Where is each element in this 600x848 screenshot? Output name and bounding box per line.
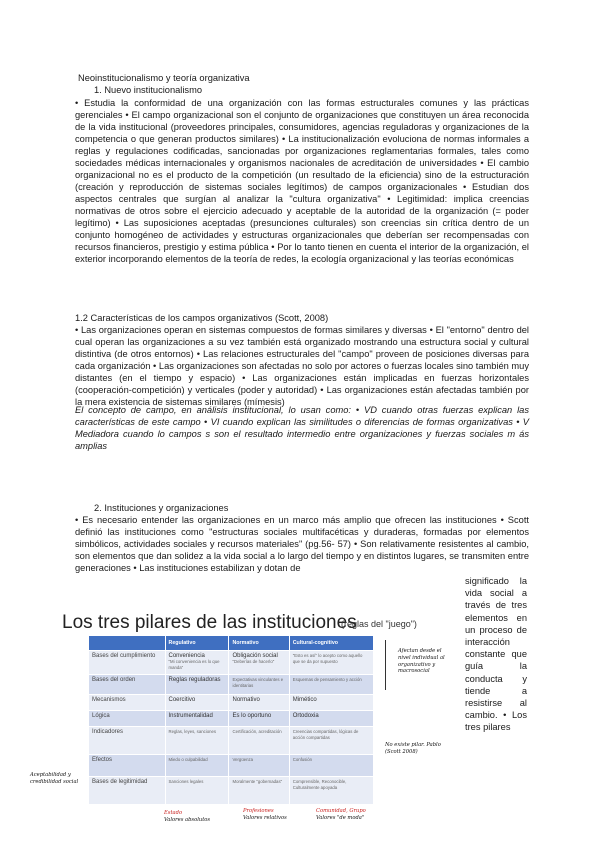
handwritten-note-pilar: No existe pilar. Pablo (Scott 2008)	[385, 742, 441, 755]
row-label: Mecanismos	[89, 694, 165, 710]
table-cell	[229, 710, 289, 726]
heading-caracteristicas: 1.2 Características de los campos organizativos (Scott, 2008)	[75, 313, 329, 323]
table-cell	[165, 776, 229, 804]
cell-text: Normativo	[232, 696, 260, 703]
cell-text: Creencias compartidas, lógicas de acción compartidas	[292, 728, 359, 741]
table-cell	[289, 650, 373, 674]
table-cell	[165, 754, 229, 776]
cell-text: Sanciones legales	[168, 778, 204, 784]
cell-text: Moralmente "gobernadas"	[232, 778, 283, 784]
footnote-label: Profesiones	[243, 808, 274, 814]
section-title: Neoinstitucionalismo y teoría organizativa	[78, 73, 250, 83]
cell-text: Coercitivo	[168, 696, 196, 703]
handwritten-bracket	[385, 640, 395, 690]
cell-text: Mimético	[292, 696, 317, 703]
table-header-cell: Cultural-cognitivo	[289, 636, 373, 650]
footnote-text: Valores absolutos	[164, 816, 211, 823]
table-cell	[165, 726, 229, 754]
cell-text: Expectativas vinculantes e identitarias	[232, 676, 284, 689]
paragraph-side: significado la vida social a través de tres elementos en un proceso de interacción constante que guía la conducta y tiende a resistirse al cambio. • Los tres pilares	[465, 576, 527, 733]
pillars-table	[89, 636, 374, 804]
paragraph-1: • Estudia la conformidad de una organización con las formas estructurales comunes y las prácticas gerenciales • El campo organizacional son el conjunto de organizaciones que constituyen un área reconocida de la vida institucional (proveedores principales, consumidores, agencias reguladoras y organizaciones de la competencia o que generan productos similares) • La institucionalización evoluciona de normas informales a reglas y regulaciones codificadas, sancionadas por organizaciones reglamentarias formales, tales como sociedades médicas internacionales y organismos nacionales de acreditación de universidades • El cambio organizacional no es el producto de la competición (un resultado de la eficiencia) sino de la estructuración (creación y reproducción de sistemas sociales legítimos) de campos organizacionales • Estudian dos aspectos centrales que surgían al analizar la "cultura organizativa" • Legitimidad: implica creencias normativas de otros sobre el ejercicio adecuado y aceptable de la autoridad de la organización (= poder legítimo) • Las suposiciones aceptadas (presunciones culturales) son creencias sin crítica dentro de un conjunto homogéneo de actividades y estructuras organizacionales que deberían ser recompensadas con recursos financieros, prestigio y estima pública • Por lo tanto tienen en cuenta el interior de la organización, el exterior incorporando elementos de la teoría de redes, la ecología organizacional y las teorías económicas	[75, 98, 529, 264]
row-label: Bases del cumplimiento	[89, 650, 165, 674]
handwritten-footnote-estado	[164, 810, 219, 824]
table-header-cell	[89, 636, 165, 650]
table-cell	[289, 726, 373, 754]
cell-text: Vergüenza	[232, 756, 254, 762]
handwritten-footnote-profesiones	[243, 808, 298, 822]
slide-subtitle: (reglas del "juego")	[341, 619, 417, 629]
table-row	[89, 694, 374, 710]
table-cell	[289, 674, 373, 694]
table-cell	[165, 674, 229, 694]
cell-text: Miedo o culpabilidad	[168, 756, 208, 762]
row-label: Bases de legitimidad	[89, 776, 165, 804]
handwritten-note-right: Afectan desde el nivel individual al organizativo y macrosocial	[398, 648, 445, 675]
table-cell	[289, 776, 373, 804]
cell-text: Confusión	[292, 756, 313, 762]
table-cell	[289, 710, 373, 726]
table-cell	[229, 754, 289, 776]
row-label: Bases del orden	[89, 674, 165, 694]
cell-text: Certificación, acreditación	[232, 728, 282, 734]
cell-subtext: "Mi conveniencia es lo que manda"	[168, 658, 220, 671]
table-row	[89, 776, 374, 804]
cell-subtext: "Esto es así" lo acepto como aquello que se da por supuesto	[292, 652, 363, 664]
table-header-cell: Regulativo	[165, 636, 229, 650]
table-cell	[165, 650, 229, 674]
table-cell	[229, 776, 289, 804]
row-label: Efectos	[89, 754, 165, 776]
cell-text: Reglas, leyes, sanciones	[168, 728, 217, 734]
row-label: Indicadores	[89, 726, 165, 754]
footnote-text: Valores relativos	[243, 814, 287, 821]
table-row	[89, 710, 374, 726]
table-row	[89, 650, 374, 674]
paragraph-3: • Es necesario entender las organizaciones en un marco más amplio que ofrecen las instituciones • Scott definió las instituciones como "estructuras sociales multifacéticas y duraderas, formadas por elementos simbólicos, actividades sociales y recursos materiales" (pg.56- 57) • Son relativamente resistentes al cambio, son elementos que dan solidez a la vida social a lo largo del tiempo y en distintos lugares, se transmiten entre generaciones • Las instituciones estabilizan y dotan de	[75, 515, 529, 573]
heading-instituciones: 2. Instituciones y organizaciones	[94, 503, 229, 513]
cell-text: Esquemas de pensamiento y acción	[292, 676, 362, 682]
cell-text: Comprensible, Reconocible, Culturalmente apoyada	[292, 778, 347, 791]
table-cell	[229, 726, 289, 754]
table-cell	[229, 694, 289, 710]
heading-nuevo-institucionalismo: 1. Nuevo institucionalismo	[94, 85, 202, 95]
handwritten-note-left: Aceptabilidad y credibilidad social	[30, 772, 79, 785]
paragraph-2: • Las organizaciones operan en sistemas compuestos de formas similares y diversas • El "entorno" dentro del cual operan las organizaciones a su vez también está organizado mostrando una estructura social y cultural distintiva (de otros entornos) • Las relaciones estructurales del "campo" proveen de posiciones diversas para cada organización • Las organizaciones son afectadas no solo por actores o fuerzas locales sino también muy distantes (en el tiempo y espacio) • Las organizaciones están implicadas en fuerzas horizontales (cooperación-competición) y verticales (poder y autoridad) • Las organizaciones están afectadas también por la mera existencia de sistemas similares (mímesis)	[75, 325, 529, 407]
cell-text: Obligación social	[232, 652, 278, 659]
table-row	[89, 674, 374, 694]
table-row	[89, 726, 374, 754]
table-cell	[229, 674, 289, 694]
table-header-cell: Normativo	[229, 636, 289, 650]
table-row	[89, 754, 374, 776]
table-cell	[229, 650, 289, 674]
cell-text: Ortodoxia	[292, 712, 319, 719]
cell-subtext: "Deberías de hacerlo"	[232, 658, 275, 664]
table-header-row	[89, 636, 374, 650]
slide-title: Los tres pilares de las instituciones	[62, 612, 357, 633]
footnote-label: Comunidad, Grupo	[316, 808, 366, 814]
row-label: Lógica	[89, 710, 165, 726]
table-cell	[165, 710, 229, 726]
table-cell	[165, 694, 229, 710]
footnote-text: Valores "de moda"	[316, 814, 365, 821]
handwritten-footnote-comunidad	[316, 808, 376, 822]
cell-text: Conveniencia	[168, 652, 205, 659]
table-cell	[289, 754, 373, 776]
cell-text: Instrumentalidad	[168, 712, 213, 719]
cell-text: Reglas reguladoras	[168, 676, 221, 683]
table-cell	[289, 694, 373, 710]
cell-text: Es lo oportuno	[232, 712, 272, 719]
paragraph-italic: El concepto de campo, en análisis institucional, lo usan como: • VD cuando otras fuerzas explican las características de este campo • VI cuando explican las similitudes o diferencias de formas organizativas • V Mediadora cuando lo campos s son el resultado intermedio entre organizaciones y fuerzas sociales m ás amplias	[75, 405, 529, 451]
footnote-label: Estado	[164, 810, 183, 816]
